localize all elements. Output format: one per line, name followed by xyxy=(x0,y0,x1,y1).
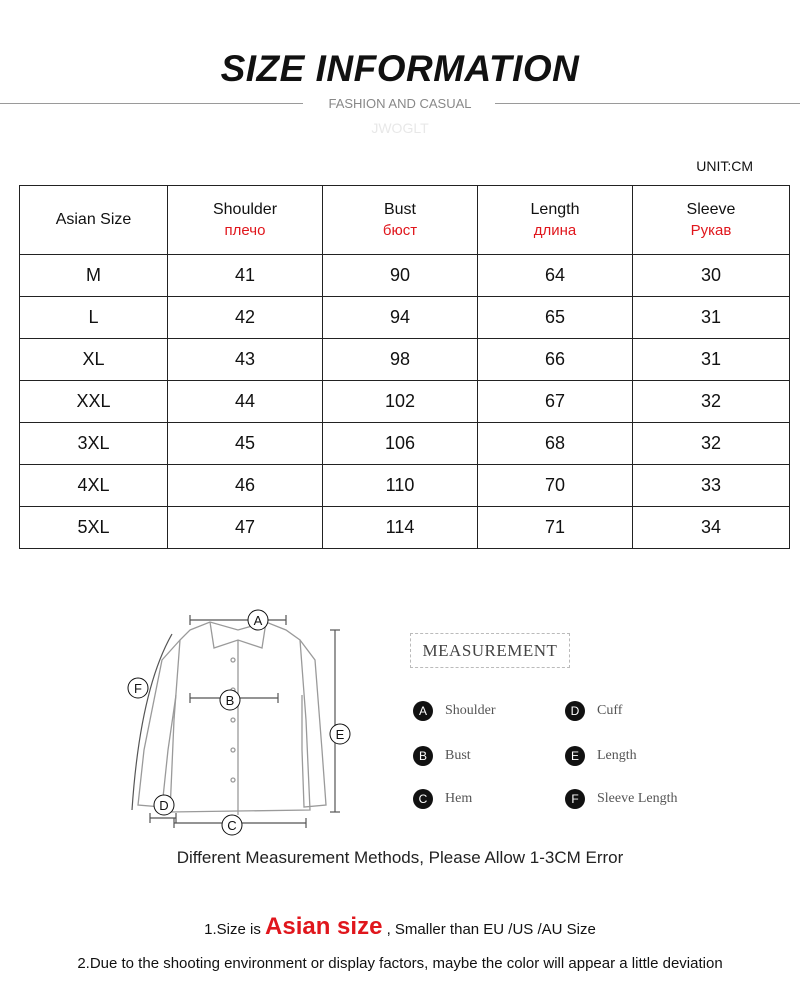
size-table xyxy=(19,185,790,549)
letter-e-icon: E xyxy=(565,746,585,766)
table-cell: 32 xyxy=(633,381,790,423)
table-cell: 31 xyxy=(633,339,790,381)
marker-e-label: E xyxy=(335,727,345,742)
table-row xyxy=(20,255,790,297)
table-cell: 90 xyxy=(323,255,478,297)
note-suffix: , Smaller than EU /US /AU Size xyxy=(382,921,596,938)
table-cell: M xyxy=(20,255,168,297)
letter-d-icon: D xyxy=(565,701,585,721)
letter-c-icon: C xyxy=(413,789,433,809)
letter-a-icon: A xyxy=(413,701,433,721)
table-cell: 4XL xyxy=(20,465,168,507)
legend-label: Length xyxy=(597,748,637,763)
shirt-measurement-diagram xyxy=(110,600,370,840)
legend-item-sleeve-length xyxy=(565,789,677,809)
table-cell: 43 xyxy=(168,339,323,381)
table-row xyxy=(20,423,790,465)
table-cell: 44 xyxy=(168,381,323,423)
table-cell: 30 xyxy=(633,255,790,297)
table-cell: XXL xyxy=(20,381,168,423)
marker-e xyxy=(330,724,350,744)
table-cell: 34 xyxy=(633,507,790,549)
marker-c xyxy=(222,815,242,835)
marker-a xyxy=(248,610,268,630)
table-row xyxy=(20,339,790,381)
table-cell: 67 xyxy=(478,381,633,423)
table-row xyxy=(20,507,790,549)
subtitle: FASHION AND CASUAL xyxy=(328,96,472,111)
column-header-shoulder: Shoulder плечо xyxy=(168,186,323,255)
legend-label: Shoulder xyxy=(445,703,496,718)
table-cell: 114 xyxy=(323,507,478,549)
column-header-size: Asian Size xyxy=(20,186,168,255)
table-row xyxy=(20,465,790,507)
legend-item-length xyxy=(565,746,637,766)
measurement-error-note: Different Measurement Methods, Please Allow 1-3CM Error xyxy=(176,848,624,867)
table-cell: 64 xyxy=(478,255,633,297)
marker-c-label: C xyxy=(227,818,237,833)
table-cell: 65 xyxy=(478,297,633,339)
table-cell: 66 xyxy=(478,339,633,381)
legend-item-shoulder xyxy=(413,701,496,721)
legend-label: Cuff xyxy=(597,703,623,718)
table-cell: L xyxy=(20,297,168,339)
column-header-sleeve: Sleeve Рукав xyxy=(633,186,790,255)
table-cell: 98 xyxy=(323,339,478,381)
table-cell: 68 xyxy=(478,423,633,465)
legend-item-bust xyxy=(413,746,471,766)
marker-f xyxy=(128,678,148,698)
column-header-length: Length длина xyxy=(478,186,633,255)
table-cell: 110 xyxy=(323,465,478,507)
unit-label: UNIT:CM xyxy=(696,158,753,174)
page-title: SIZE INFORMATION xyxy=(220,48,580,89)
measurement-heading: MEASUREMENT xyxy=(410,633,570,668)
table-cell: 102 xyxy=(323,381,478,423)
table-cell: 46 xyxy=(168,465,323,507)
letter-f-icon: F xyxy=(565,789,585,809)
table-cell: XL xyxy=(20,339,168,381)
color-deviation-note: 2.Due to the shooting environment or display factors, maybe the color will appear a little deviation xyxy=(77,955,723,972)
marker-b xyxy=(220,690,240,710)
legend-item-hem xyxy=(413,789,472,809)
watermark: JWOGLT xyxy=(371,120,429,136)
legend-label: Hem xyxy=(445,791,473,806)
table-cell: 47 xyxy=(168,507,323,549)
marker-d xyxy=(154,795,174,815)
note-prefix: 1.Size is xyxy=(204,921,266,938)
asian-size-note xyxy=(0,913,800,941)
table-cell: 70 xyxy=(478,465,633,507)
letter-b-icon: B xyxy=(413,746,433,766)
legend-label: Sleeve Length xyxy=(597,791,678,806)
table-cell: 106 xyxy=(323,423,478,465)
marker-b-label: B xyxy=(225,693,235,708)
asian-size-highlight: Asian size xyxy=(265,913,383,940)
table-cell: 31 xyxy=(633,297,790,339)
column-header-bust: Bust бюст xyxy=(323,186,478,255)
marker-f-label: F xyxy=(134,681,142,696)
table-cell: 42 xyxy=(168,297,323,339)
table-row xyxy=(20,381,790,423)
legend-item-cuff xyxy=(565,701,622,721)
table-cell: 33 xyxy=(633,465,790,507)
table-cell: 71 xyxy=(478,507,633,549)
table-cell: 45 xyxy=(168,423,323,465)
table-cell: 41 xyxy=(168,255,323,297)
marker-a-label: A xyxy=(253,613,263,628)
table-header-row xyxy=(20,186,790,255)
table-row xyxy=(20,297,790,339)
table-cell: 94 xyxy=(323,297,478,339)
table-cell: 3XL xyxy=(20,423,168,465)
table-cell: 32 xyxy=(633,423,790,465)
table-cell: 5XL xyxy=(20,507,168,549)
marker-d-label: D xyxy=(159,798,169,813)
legend-label: Bust xyxy=(445,748,471,763)
